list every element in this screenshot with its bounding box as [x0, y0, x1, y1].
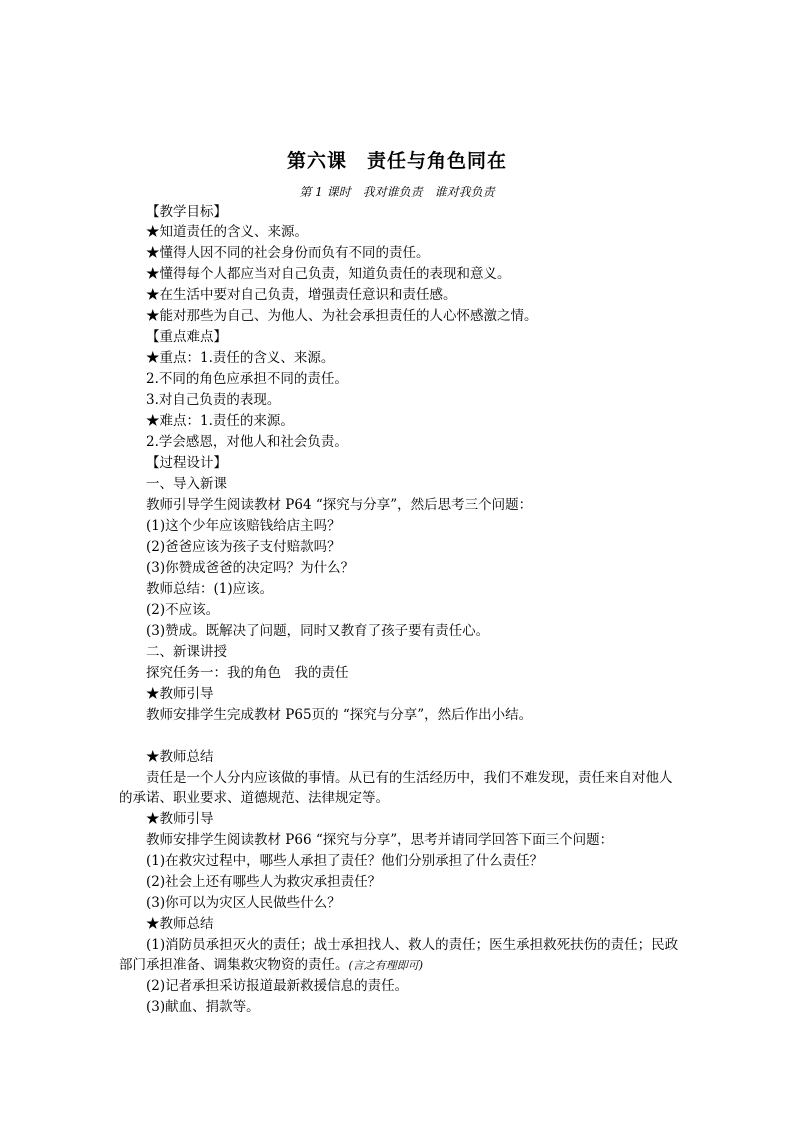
- summary-line: (3)献血、捐款等。: [146, 999, 260, 1015]
- summary-paragraph: [119, 935, 679, 976]
- objective-item: ★懂得人因不同的社会身份而负有不同的责任。: [146, 245, 430, 261]
- summary-line: (2)记者承担采访报道最新救援信息的责任。: [146, 978, 409, 994]
- guide-line: (3)你可以为灾区人民做些什么？: [146, 895, 341, 911]
- guide-line: (2)社会上还有哪些人为救灾承担责任？: [146, 874, 382, 890]
- intro-line: (3)你赞成爸爸的决定吗？为什么？: [146, 560, 355, 576]
- summary-text: (1)消防员承担灭火的责任；战士承担找人、救人的责任；医生承担救死扶伤的责任；民政部门承担准备、调集救灾物资的责任。: [119, 937, 679, 973]
- intro-line: (2)爸爸应该为孩子支付赔款吗？: [146, 539, 341, 555]
- objective-item: ★懂得每个人都应当对自己负责，知道负责任的表现和意义。: [146, 266, 511, 282]
- intro-line: (2)不应该。: [146, 602, 220, 618]
- objective-item: ★在生活中要对自己负责，增强责任意识和责任感。: [146, 287, 457, 303]
- intro-line: 教师总结：(1)应该。: [146, 581, 274, 597]
- summary-label: ★教师总结: [146, 916, 214, 932]
- subsection-heading-new-lesson: 二、新课讲授: [146, 644, 227, 660]
- task-line: 探究任务一：我的角色 我的责任: [146, 665, 349, 681]
- lesson-subtitle: 第 1 课时 我对谁负责 谁对我负责: [299, 185, 495, 199]
- subsection-heading-intro: 一、导入新课: [146, 476, 227, 492]
- guide-label: ★教师引导: [146, 686, 214, 702]
- keypoint-item: 2.不同的角色应承担不同的责任。: [146, 371, 348, 387]
- keypoint-item: ★难点：1.责任的来源。: [146, 413, 294, 429]
- keypoint-item: 2.学会感恩，对他人和社会负责。: [146, 434, 348, 450]
- objective-item: ★知道责任的含义、来源。: [146, 224, 308, 240]
- summary-label: ★教师总结: [146, 749, 214, 765]
- guide-text: 教师安排学生完成教材 P65页的 “探究与分享”，然后作出小结。: [146, 707, 533, 723]
- section-heading-process: 【过程设计】: [146, 455, 227, 471]
- lesson-title: 第六课 责任与角色同在: [286, 150, 507, 172]
- section-heading-keypoints: 【重点难点】: [146, 329, 227, 345]
- guide-label: ★教师引导: [146, 811, 214, 827]
- guide-line: (1)在救灾过程中，哪些人承担了责任？他们分别承担了什么责任？: [146, 853, 544, 869]
- objective-item: ★能对那些为自己、为他人、为社会承担责任的人心怀感激之情。: [146, 308, 538, 324]
- intro-line: (3)赞成。既解决了问题，同时又教育了孩子要有责任心。: [146, 623, 490, 639]
- intro-line: (1)这个少年应该赔钱给店主吗？: [146, 518, 341, 534]
- intro-line: 教师引导学生阅读教材 P64 “探究与分享”，然后思考三个问题：: [146, 497, 533, 513]
- section-heading-objectives: 【教学目标】: [146, 204, 227, 220]
- summary-remark: (言之有理即可): [348, 959, 424, 972]
- keypoint-item: ★重点：1.责任的含义、来源。: [146, 350, 335, 366]
- keypoint-item: 3.对自己负责的表现。: [146, 392, 281, 408]
- summary-text: 责任是一个人分内应该做的事情。从已有的生活经历中，我们不难发现，责任来自对他人的承诺、职业要求、道德规范、法律规定等。: [119, 770, 673, 806]
- guide-line: 教师安排学生阅读教材 P66 “探究与分享”，思考并请同学回答下面三个问题：: [146, 832, 614, 848]
